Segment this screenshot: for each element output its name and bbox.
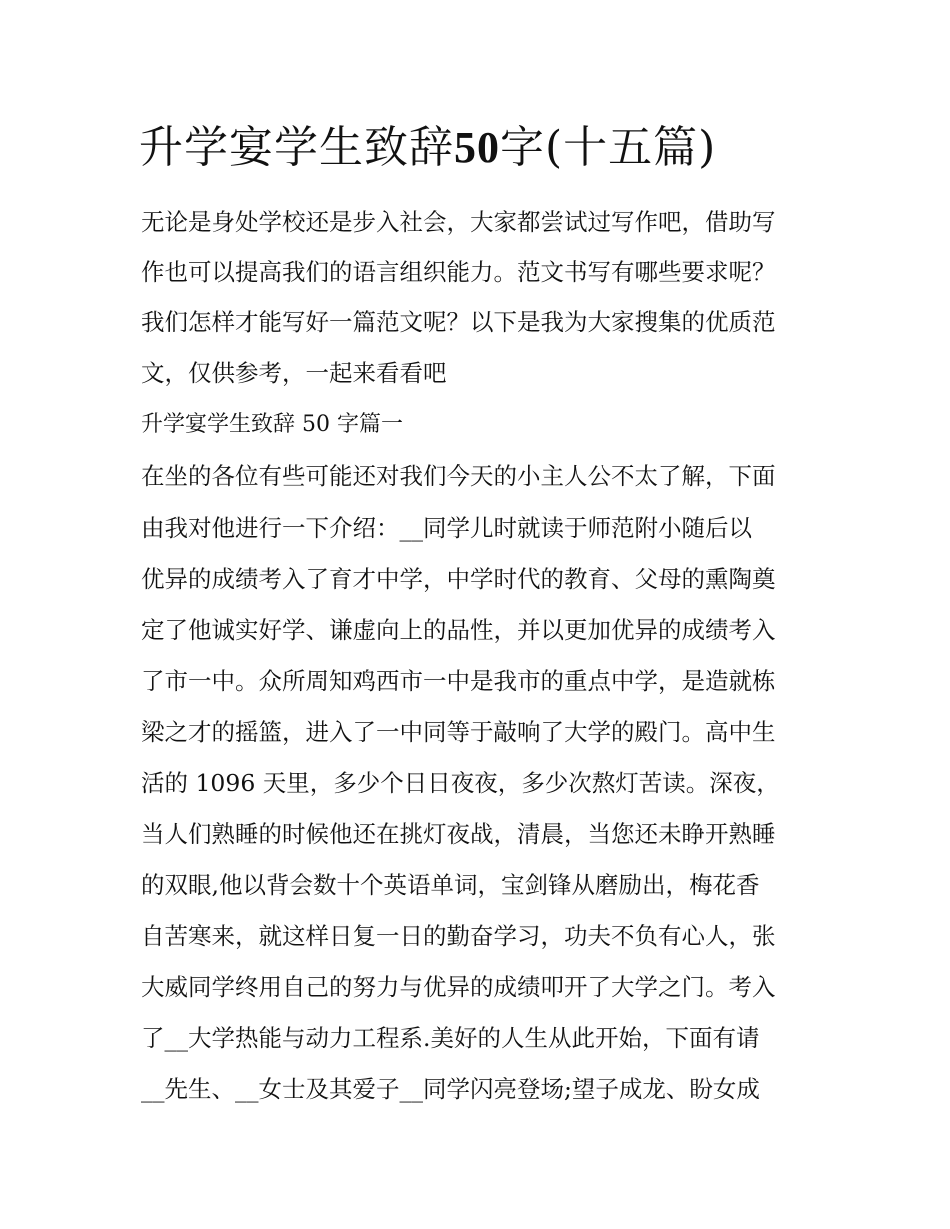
body-line: 由我对他进行一下介绍：__同学儿时就读于师范附小随后以 (141, 514, 752, 542)
body-line: 大威同学终用自己的努力与优异的成绩叩开了大学之门。考入 (141, 973, 776, 1001)
title-number: 50 (454, 123, 500, 172)
body-line: 在坐的各位有些可能还对我们今天的小主人公不太了解，下面 (141, 462, 776, 490)
body-line: 了市一中。众所周知鸡西市一中是我市的重点中学，是造就栋 (141, 667, 776, 695)
body-line: __先生、__女士及其爱子__同学闪亮登场;望子成龙、盼女成 (141, 1075, 760, 1103)
body-line: 优异的成绩考入了育才中学，中学时代的教育、父母的熏陶奠 (141, 565, 776, 593)
intro-line: 我们怎样才能写好一篇范文呢？以下是我为大家搜集的优质范 (141, 308, 776, 336)
body-line: 自苦寒来，就这样日复一日的勤奋学习，功夫不负有心人，张 (141, 922, 776, 950)
body-line: 了__大学热能与动力工程系.美好的人生从此开始，下面有请 (141, 1024, 760, 1052)
body-line: 活的 1096 天里，多少个日日夜夜，多少次熬灯苦读。深夜， (141, 769, 780, 797)
intro-line: 文，仅供参考，一起来看看吧 (141, 359, 447, 387)
intro-line: 作也可以提高我们的语言组织能力。范文书写有哪些要求呢？ (141, 258, 776, 286)
body-line: 当人们熟睡的时候他还在挑灯夜战，清晨，当您还未睁开熟睡 (141, 820, 776, 848)
title-suffix: 字(十五篇) (500, 122, 717, 173)
intro-line: 无论是身处学校还是步入社会，大家都尝试过写作吧，借助写 (141, 208, 776, 236)
body-line: 定了他诚实好学、谦虚向上的品性，并以更加优异的成绩考入 (141, 616, 776, 644)
document-title (139, 118, 829, 178)
body-line: 梁之才的摇篮，进入了一中同等于敲响了大学的殿门。高中生 (141, 718, 776, 746)
body-line: 的双眼,他以背会数十个英语单词，宝剑锋从磨励出，梅花香 (141, 871, 760, 899)
title-prefix: 升学宴学生致辞 (139, 122, 454, 173)
section-heading: 升学宴学生致辞 50 字篇一 (141, 412, 403, 437)
